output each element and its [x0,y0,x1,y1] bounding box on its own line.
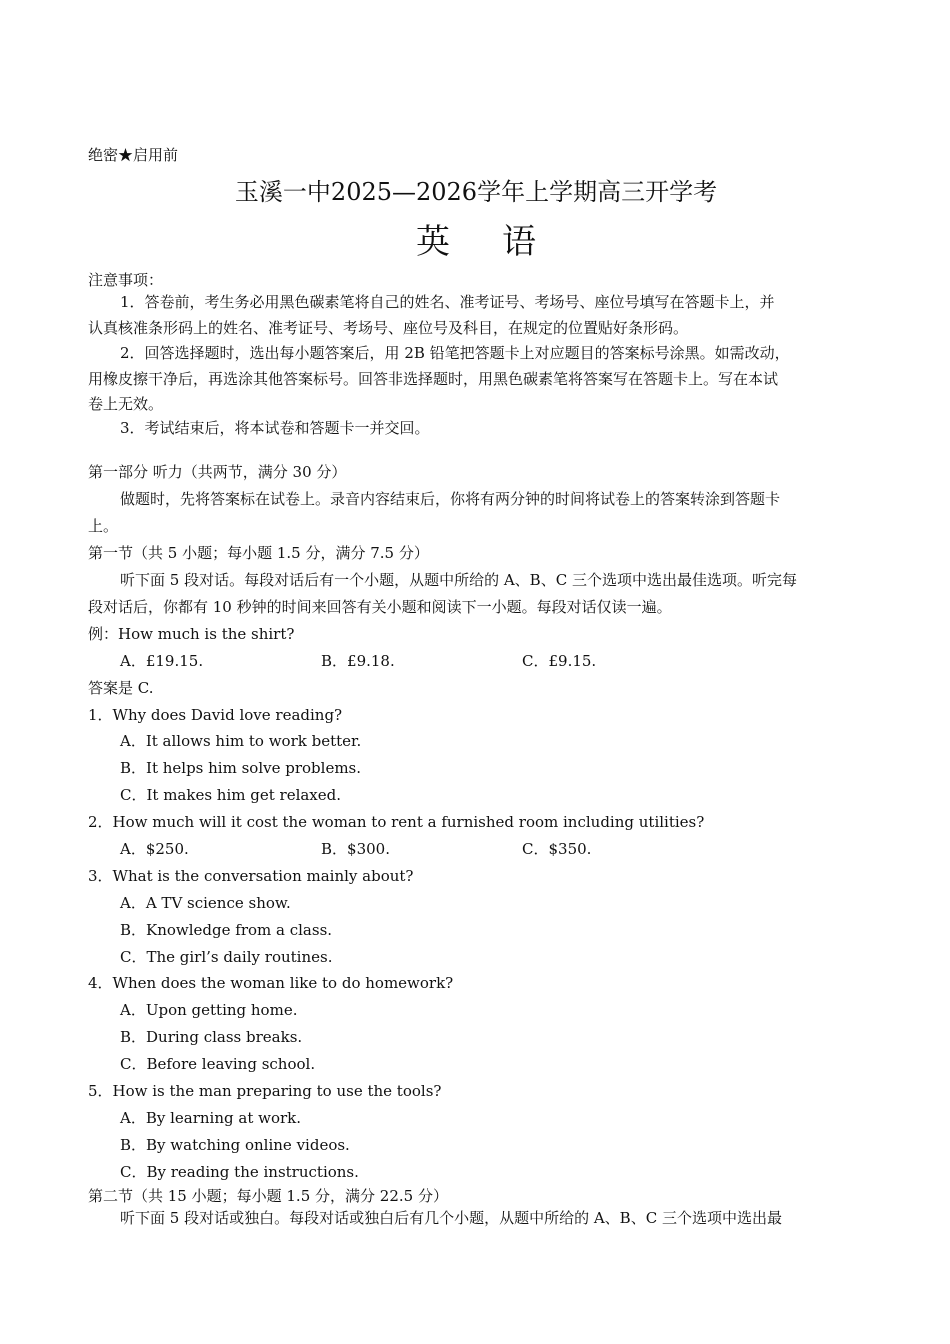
question-2-option-b: B．$300. [321,840,390,858]
example-answer: 答案是 C. [88,679,154,697]
question-4-option-c: C．Before leaving school. [120,1055,316,1073]
part1-intro-line-1: 做题时，先将答案标在试卷上。录音内容结束后，你将有两分钟的时间将试卷上的答案转涂到答题卡 [120,490,781,508]
section1-heading: 第一节（共 5 小题；每小题 1.5 分，满分 7.5 分） [88,544,429,562]
subject-char-2: 语 [502,222,536,262]
question-2-option-a: A．$250. [120,840,189,858]
question-1-option-c: C．It makes him get relaxed. [120,786,342,804]
question-5: 5．How is the man preparing to use the tools? [88,1082,442,1100]
question-2: 2．How much will it cost the woman to rent a furnished room including utilities? [88,813,705,831]
question-3: 3．What is the conversation mainly about? [88,867,414,885]
note-2-line-2: 用橡皮擦干净后，再选涂其他答案标号。回答非选择题时，用黑色碳素笔将答案写在答题卡上。写在本试 [88,370,779,388]
example-option-b: B．£9.18. [321,652,395,670]
question-2-option-c: C．$350. [522,840,592,858]
section1-instructions-line-1: 听下面 5 段对话。每段对话后有一个小题，从题中所给的 A、B、C 三个选项中选出最佳选项。听完每 [120,571,797,589]
question-5-option-b: B．By watching online videos. [120,1136,350,1154]
section2-heading: 第二节（共 15 小题；每小题 1.5 分，满分 22.5 分） [88,1187,448,1205]
note-1-line-2: 认真核准条形码上的姓名、准考证号、考场号、座位号及科目，在规定的位置贴好条形码。 [88,319,689,337]
question-3-option-b: B．Knowledge from a class. [120,921,333,939]
question-1-option-b: B．It helps him solve problems. [120,759,362,777]
question-3-option-c: C．The girl’s daily routines. [120,948,333,966]
subject-char-1: 英 [416,222,450,262]
example-question: 例：How much is the shirt? [88,625,295,643]
part1-heading: 第一部分 听力（共两节，满分 30 分） [88,463,347,481]
confidential-label: 绝密★启用前 [88,146,179,164]
note-2-line-3: 卷上无效。 [88,395,164,413]
question-5-option-a: A．By learning at work. [120,1109,302,1127]
section2-instructions-line-1: 听下面 5 段对话或独白。每段对话或独白后有几个小题，从题中所给的 A、B、C 三个选项中选出最 [120,1209,782,1227]
question-4: 4．When does the woman like to do homework? [88,974,454,992]
exam-title: 玉溪一中2025—2026学年上学期高三开学考 [234,178,718,206]
question-4-option-a: A．Upon getting home. [120,1001,298,1019]
part1-intro-line-2: 上。 [88,517,119,535]
example-option-a: A．£19.15. [120,652,204,670]
question-3-option-a: A．A TV science show. [120,894,291,912]
section1-instructions-line-2: 段对话后，你都有 10 秒钟的时间来回答有关小题和阅读下一小题。每段对话仅读一遍。 [88,598,672,616]
note-3: 3．考试结束后，将本试卷和答题卡一并交回。 [120,419,430,437]
question-5-option-c: C．By reading the instructions. [120,1163,359,1181]
note-1-line-1: 1．答卷前，考生务必用黑色碳素笔将自己的姓名、准考证号、考场号、座位号填写在答题卡上，并 [120,293,775,311]
example-option-c: C．£9.15. [522,652,597,670]
question-1-option-a: A．It allows him to work better. [120,732,362,750]
question-1: 1．Why does David love reading? [88,706,343,724]
notes-heading: 注意事项： [88,271,164,289]
note-2-line-1: 2．回答选择题时，选出每小题答案后，用 2B 铅笔把答题卡上对应题目的答案标号涂黑。如需改动， [120,344,790,362]
question-4-option-b: B．During class breaks. [120,1028,303,1046]
subject-title [88,222,864,262]
